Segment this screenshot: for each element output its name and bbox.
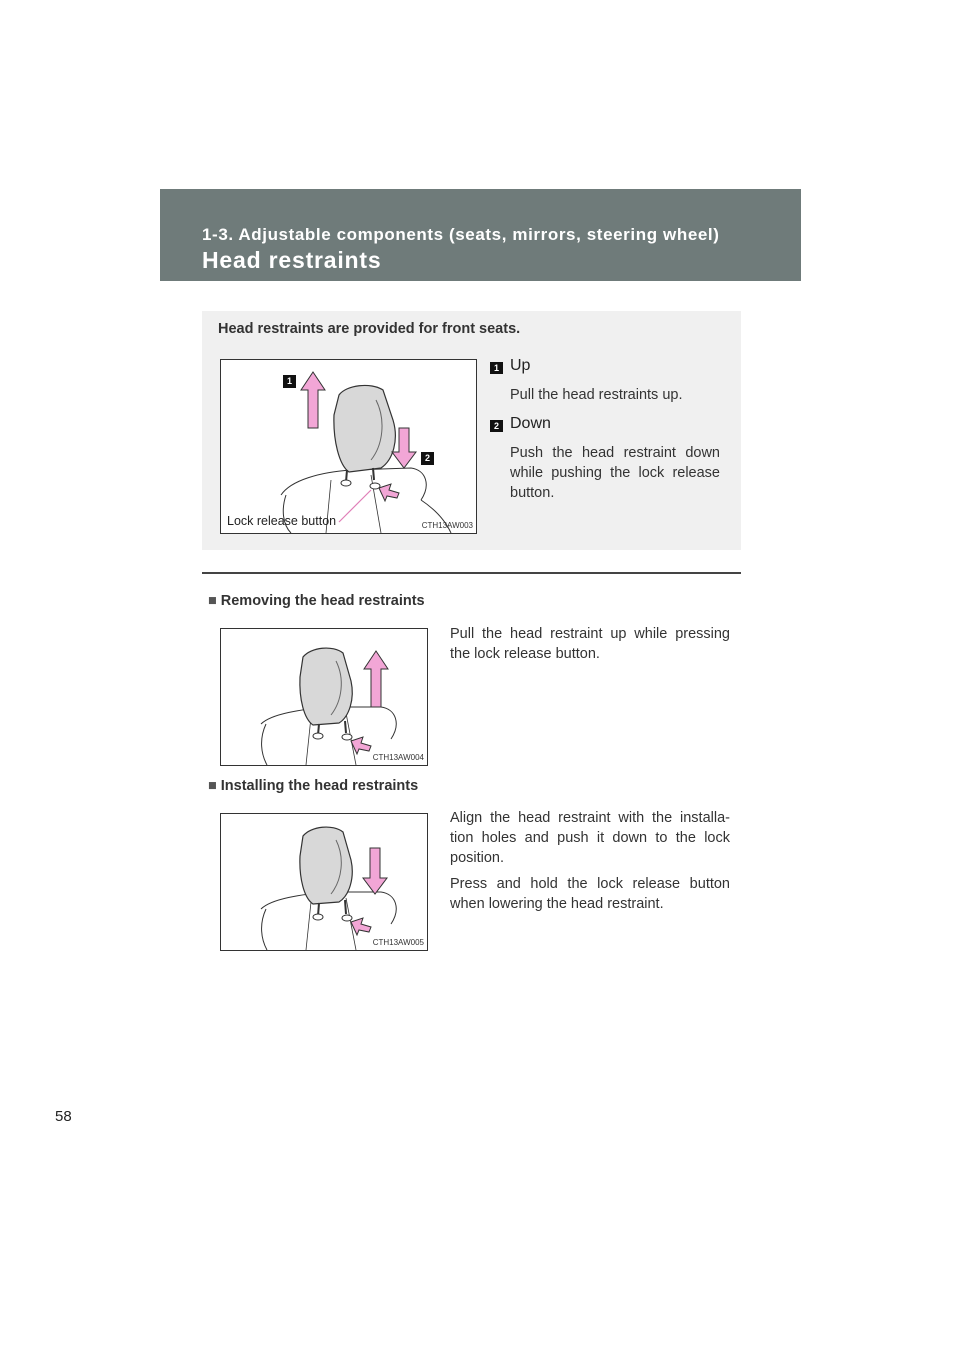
removing-text: Pull the head restraint up while pressing the lock release button.: [450, 626, 730, 662]
figure-installing: [220, 813, 428, 951]
installing-illustration: [221, 814, 427, 950]
installing-text-2: Press and hold the lock release button when lowering the head restraint.: [450, 876, 730, 912]
figure-code: CTH13AW005: [372, 938, 424, 947]
square-bullet-icon: ■: [208, 593, 217, 609]
installing-heading: ■ Installing the head restraints: [208, 778, 419, 794]
lock-release-label: Lock release button: [227, 514, 337, 528]
intro-text: Head restraints are provided for front seats.: [218, 321, 521, 337]
callout-1: 1: [283, 375, 296, 388]
head-restraint-illustration: [221, 360, 476, 533]
step-body: Push the head restraint down while pushing the lock release button.: [510, 445, 720, 501]
square-bullet-icon: ■: [208, 778, 217, 794]
removing-illustration: [221, 629, 427, 765]
page-title: Head restraints: [202, 247, 382, 273]
section-label: 1-3. Adjustable components (seats, mirrors, steering wheel): [202, 225, 720, 244]
step-body: Pull the head restraints up.: [510, 387, 683, 403]
step-badge: 1: [490, 362, 503, 374]
step-title: Down: [510, 415, 551, 432]
figure-head-restraint-adjust: [220, 359, 477, 534]
intro-box: [202, 311, 741, 550]
callout-2: 2: [421, 452, 434, 465]
step-badge: 2: [490, 420, 503, 432]
page-number: 58: [55, 1108, 72, 1125]
installing-text-1: Align the head restraint with the installa-tion holes and push it down to the lock position.: [450, 810, 730, 866]
figure-removing: [220, 628, 428, 766]
figure-code: CTH13AW003: [421, 521, 473, 530]
section-header: [160, 189, 801, 281]
section-divider: [202, 572, 741, 574]
step-title: Up: [510, 357, 531, 374]
figure-code: CTH13AW004: [372, 753, 424, 762]
removing-heading: ■ Removing the head restraints: [208, 593, 425, 609]
